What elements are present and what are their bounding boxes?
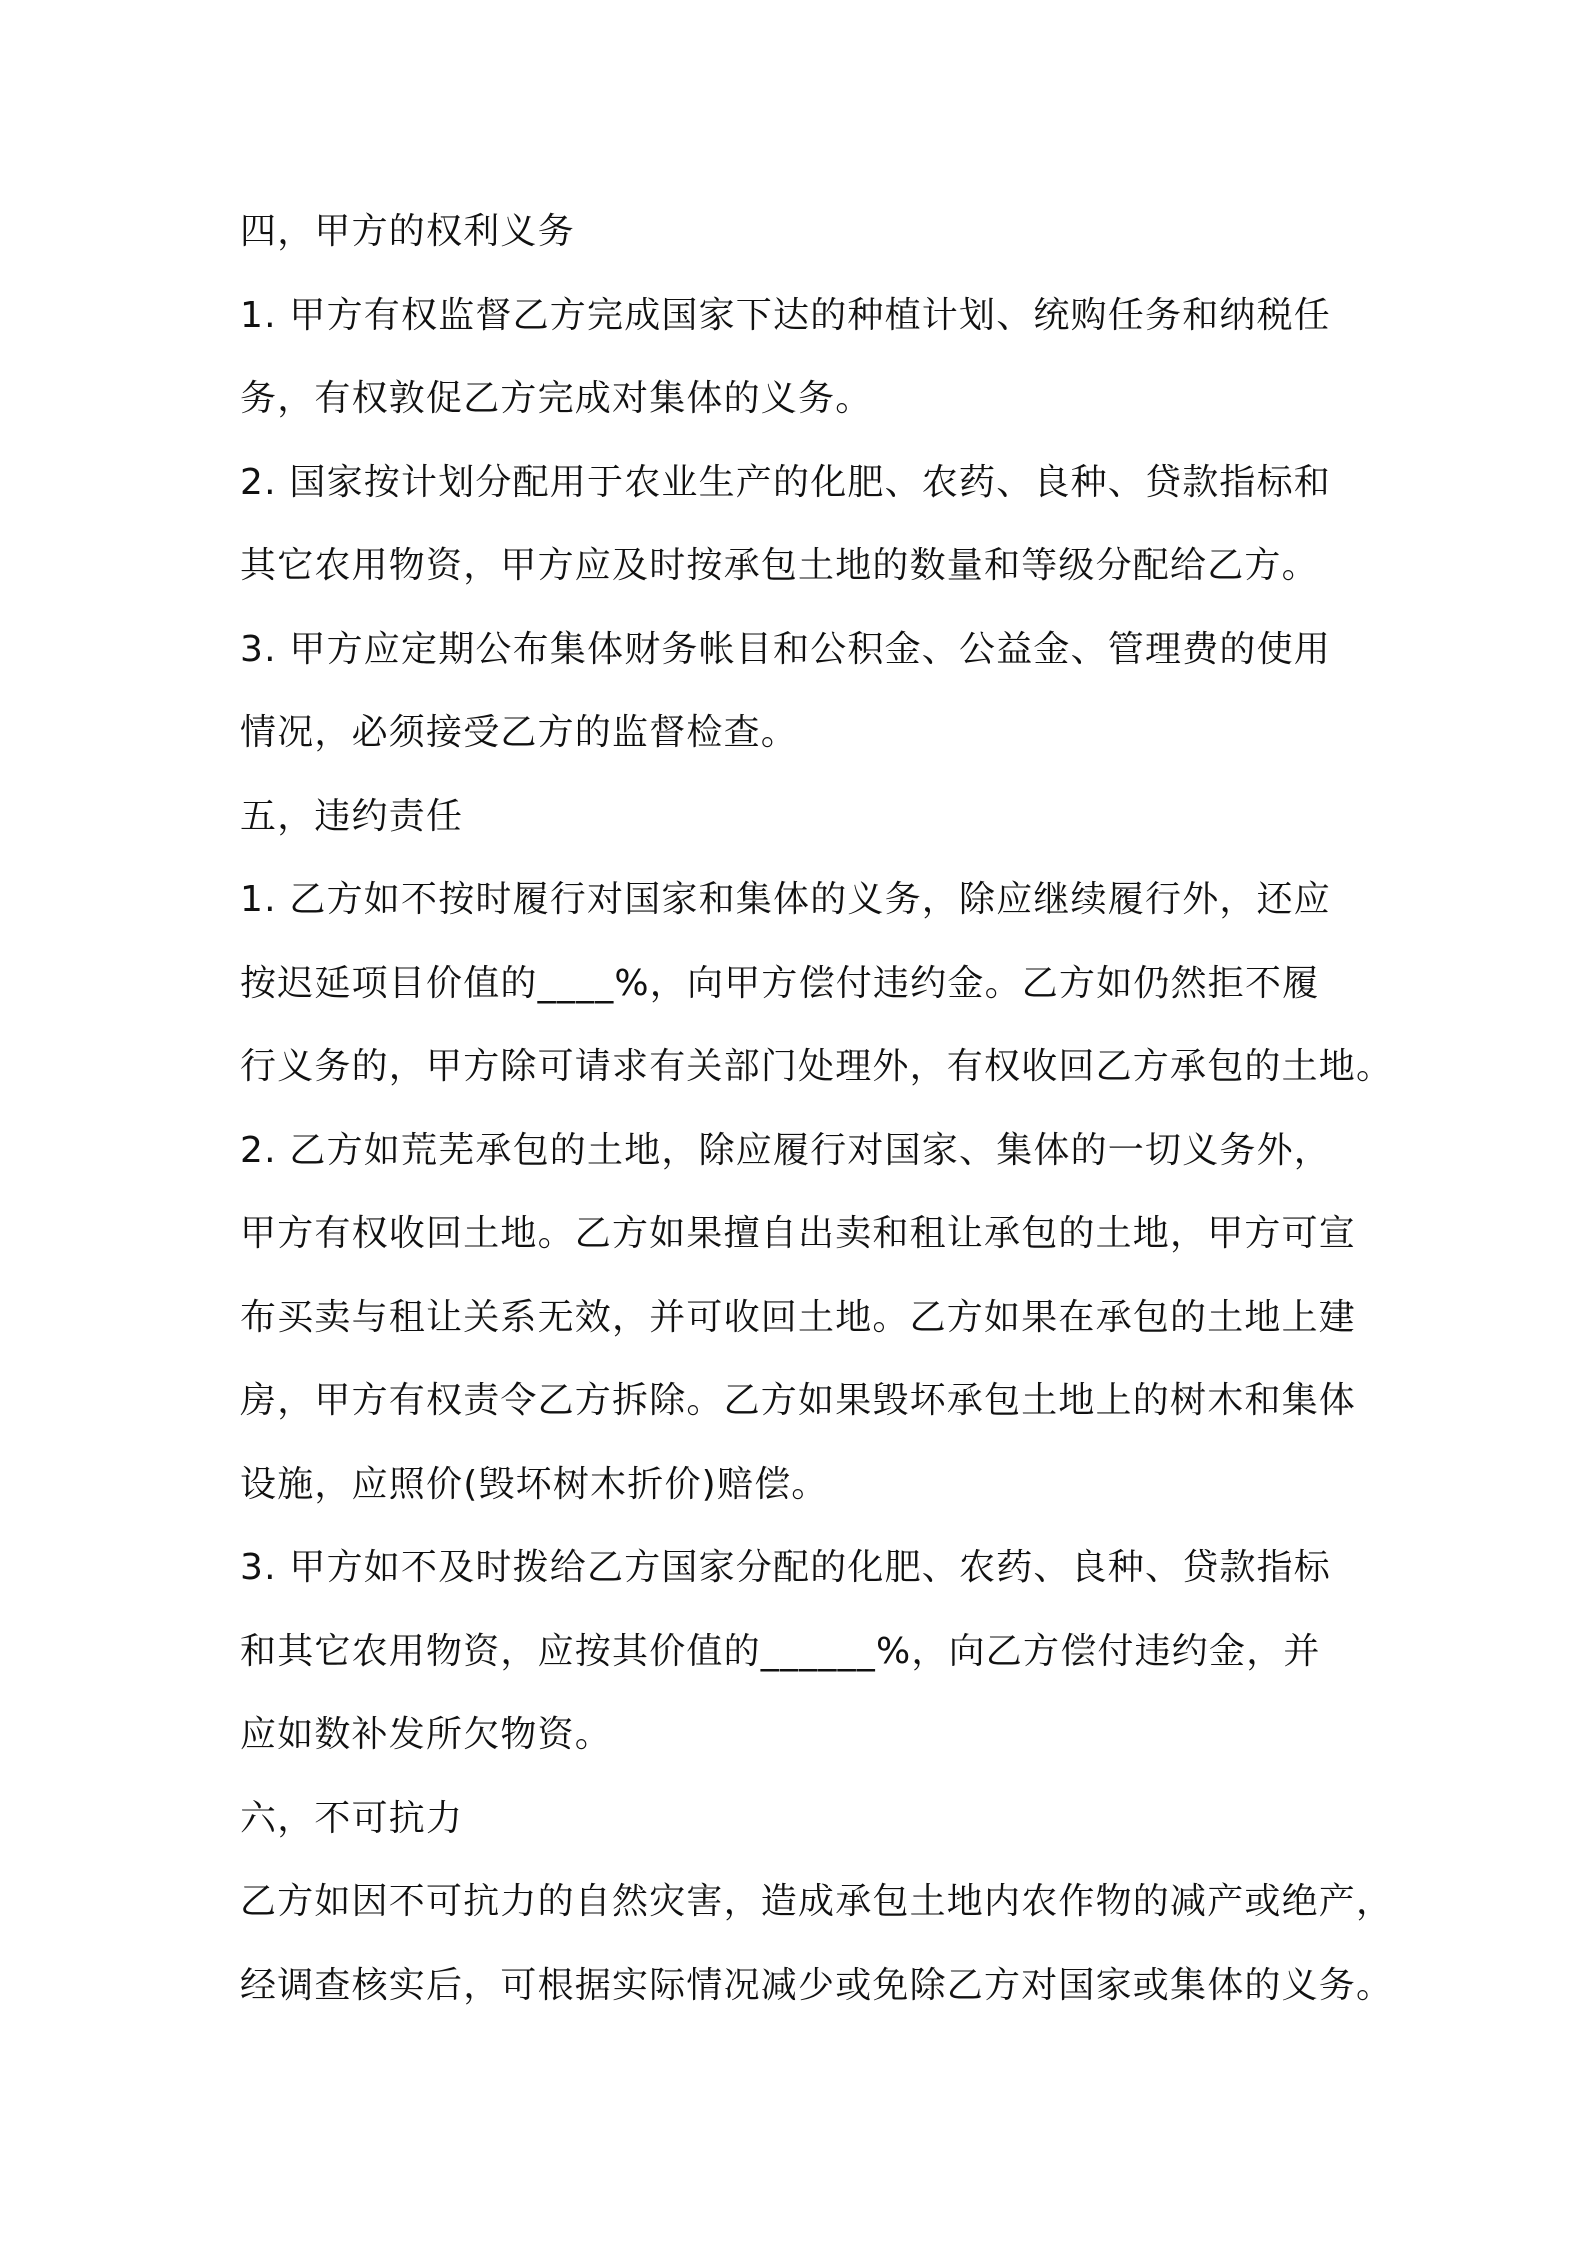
paragraph-line: 和其它农用物资，应按其价值的______%，向乙方偿付违约金，并 bbox=[240, 1630, 1321, 1672]
paragraph-line: 2. 国家按计划分配用于农业生产的化肥、农药、良种、贷款指标和 bbox=[240, 461, 1331, 503]
paragraph-line: 1. 甲方有权监督乙方完成国家下达的种植计划、统购任务和纳税任 bbox=[240, 294, 1331, 336]
paragraph-line: 甲方有权收回土地。乙方如果擅自出卖和租让承包的土地，甲方可宣 bbox=[240, 1213, 1357, 1254]
paragraph-line: 2. 乙方如荒芜承包的土地，除应履行对国家、集体的一切义务外， bbox=[240, 1129, 1331, 1171]
paragraph-line: 应如数补发所欠物资。 bbox=[240, 1714, 613, 1755]
paragraph-line: 乙方如因不可抗力的自然灾害，造成承包土地内农作物的减产或绝产， bbox=[240, 1881, 1394, 1922]
paragraph-line: 经调查核实后，可根据实际情况减少或免除乙方对国家或集体的义务。 bbox=[240, 1964, 1394, 2006]
paragraph-line: 情况，必须接受乙方的监督检查。 bbox=[240, 712, 799, 753]
paragraph-line: 设施，应照价(毁坏树木折价)赔偿。 bbox=[240, 1463, 829, 1505]
section-heading: 五，违约责任 bbox=[240, 795, 464, 837]
paragraph-line: 房，甲方有权责令乙方拆除。乙方如果毁坏承包土地上的树木和集体 bbox=[240, 1380, 1357, 1421]
paragraph-line: 布买卖与租让关系无效，并可收回土地。乙方如果在承包的土地上建 bbox=[240, 1296, 1357, 1338]
document-body bbox=[240, 190, 1394, 2027]
paragraph-line: 3. 甲方应定期公布集体财务帐目和公积金、公益金、管理费的使用 bbox=[240, 628, 1331, 670]
section-heading: 四，甲方的权利义务 bbox=[240, 211, 575, 252]
paragraph-line: 3. 甲方如不及时拨给乙方国家分配的化肥、农药、良种、贷款指标 bbox=[240, 1547, 1331, 1588]
paragraph-line: 按迟延项目价值的____%，向甲方偿付违约金。乙方如仍然拒不履 bbox=[240, 962, 1320, 1004]
paragraph-line: 其它农用物资，甲方应及时按承包土地的数量和等级分配给乙方。 bbox=[240, 545, 1319, 586]
paragraph-line: 1. 乙方如不按时履行对国家和集体的义务，除应继续履行外，还应 bbox=[240, 879, 1331, 920]
section-heading: 六，不可抗力 bbox=[240, 1797, 464, 1839]
paragraph-line: 务，有权敦促乙方完成对集体的义务。 bbox=[240, 378, 873, 419]
paragraph-line: 行义务的，甲方除可请求有关部门处理外，有权收回乙方承包的土地。 bbox=[240, 1046, 1394, 1087]
